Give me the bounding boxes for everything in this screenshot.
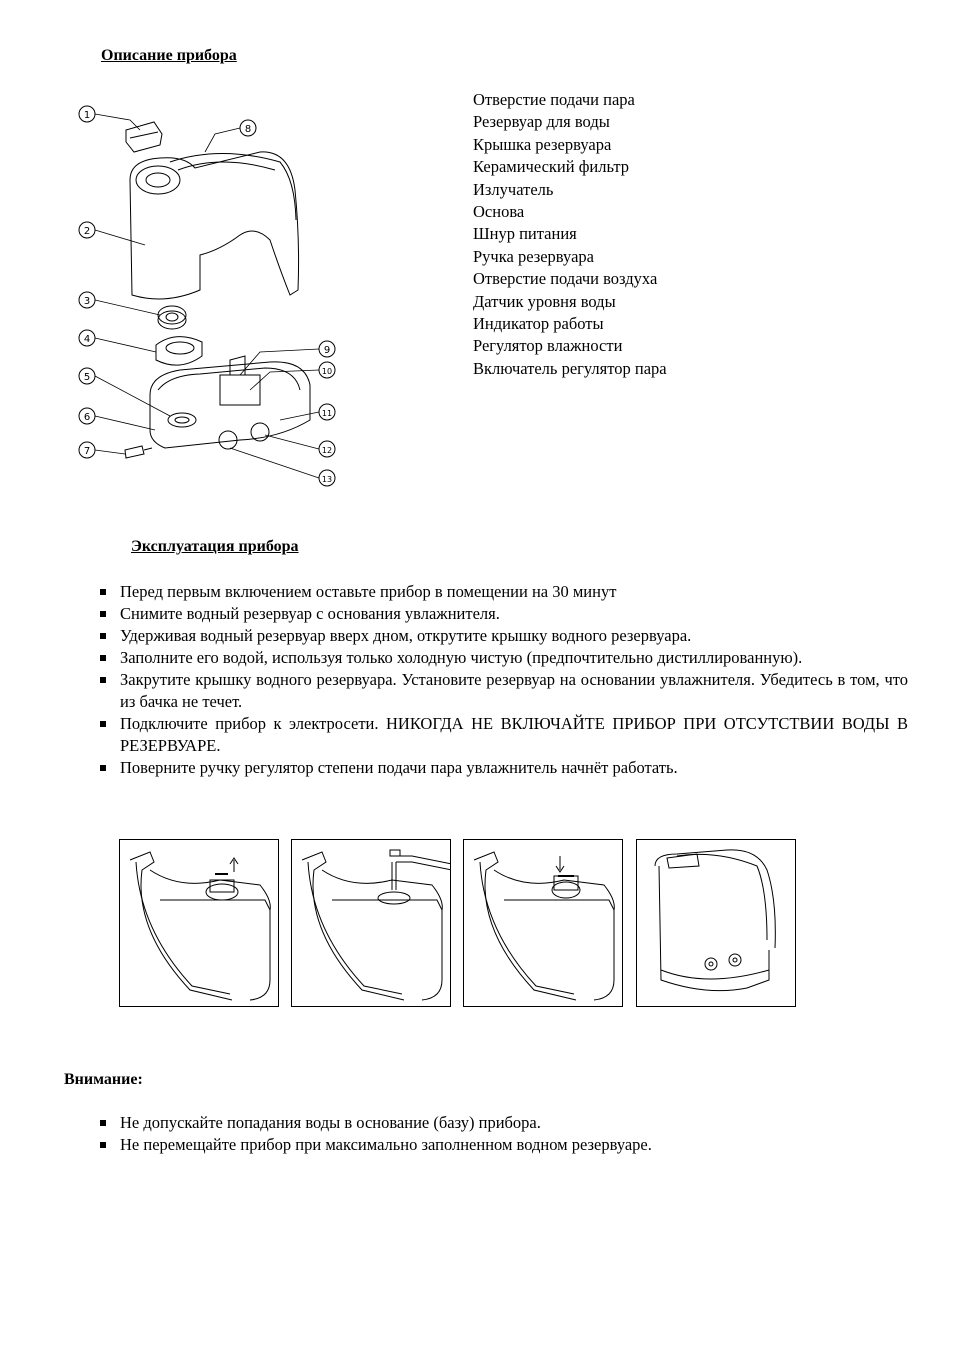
warning-title: Внимание: [64, 1071, 143, 1088]
callout-3 [79, 292, 95, 308]
svg-text:13: 13 [321, 475, 333, 484]
callout-13 [319, 470, 335, 486]
list-item: Не перемещайте прибор при максимально заполненном водном резервуаре. [98, 1134, 908, 1156]
part-item: Крышка резервуара [473, 134, 612, 154]
section-title-operation: Эксплуатация прибора [131, 538, 299, 555]
bullet-square-icon [100, 611, 106, 617]
part-item: Отверстие подачи пара [473, 90, 635, 109]
part-item: Включатель регулятор пара [473, 358, 667, 378]
callout-2 [79, 222, 95, 238]
callout-10 [319, 362, 335, 378]
warning-list [98, 1112, 908, 1156]
operation-steps-list [98, 581, 908, 779]
part-item: Шнур питания [473, 224, 577, 244]
part-item: Керамический фильтр [473, 157, 630, 177]
bullet-square-icon [100, 1120, 106, 1126]
part-item: Основа [473, 202, 525, 222]
callout-9 [319, 341, 335, 357]
list-item: Подключите прибор к электросети. НИКОГДА НЕ ВКЛЮЧАЙТЕ ПРИБОР ПРИ ОТСУТСТВИИ ВОДЫ В РЕЗЕРВУАРЕ. [98, 713, 908, 757]
part-item: Излучатель [473, 179, 554, 199]
part-item: Датчик уровня воды [473, 291, 616, 311]
svg-text:3: 3 [83, 296, 91, 307]
svg-text:2: 2 [83, 226, 91, 237]
bullet-square-icon [100, 1142, 106, 1148]
bullet-square-icon [100, 677, 106, 683]
bullet-square-icon [100, 655, 106, 661]
illustration-remove-cap [119, 839, 279, 1007]
svg-text:8: 8 [244, 124, 252, 135]
bullet-square-icon [100, 589, 106, 595]
svg-text:7: 7 [83, 446, 91, 457]
exploded-parts-diagram [70, 90, 360, 500]
part-item: Ручка резервуара [473, 246, 594, 266]
list-item: Удерживая водный резервуар вверх дном, открутите крышку водного резервуара. [98, 625, 908, 647]
illustration-assembled-unit [636, 839, 796, 1007]
illustration-close-cap [463, 839, 623, 1007]
callout-8 [240, 120, 256, 136]
part-item: Отверстие подачи воздуха [473, 269, 658, 289]
bullet-square-icon [100, 765, 106, 771]
callout-7 [79, 442, 95, 458]
svg-text:9: 9 [323, 345, 331, 356]
list-item: Перед первым включением оставьте прибор в помещении на 30 минут [98, 581, 908, 603]
bullet-square-icon [100, 721, 106, 727]
svg-text:10: 10 [321, 367, 333, 376]
svg-text:1: 1 [83, 110, 91, 121]
section-title-description: Описание прибора [101, 47, 237, 64]
svg-text:5: 5 [83, 372, 91, 383]
bullet-square-icon [100, 633, 106, 639]
list-item: Заполните его водой, используя только холодную чистую (предпочтительно дистиллированную). [98, 647, 908, 669]
part-item: Регулятор влажности [473, 336, 623, 356]
illustration-fill-water [291, 839, 451, 1007]
list-item: Снимите водный резервуар с основания увлажнителя. [98, 603, 908, 625]
svg-text:12: 12 [321, 446, 333, 455]
callout-11 [319, 404, 335, 420]
callout-4 [79, 330, 95, 346]
step-illustrations [119, 839, 799, 1009]
list-item: Не допускайте попадания воды в основание (базу) прибора. [98, 1112, 908, 1134]
callout-1 [79, 106, 95, 122]
list-item: Закрутите крышку водного резервуара. Установите резервуар на основании увлажнителя. Убедитесь в том, что из бачка не течет. [98, 669, 908, 713]
list-item: Поверните ручку регулятор степени подачи пара увлажнитель начнёт работать. [98, 757, 908, 779]
callout-12 [319, 441, 335, 457]
svg-text:4: 4 [83, 334, 91, 345]
svg-text:6: 6 [83, 412, 91, 423]
callout-5 [79, 368, 95, 384]
svg-text:11: 11 [321, 409, 333, 418]
part-item: Индикатор работы [473, 314, 604, 334]
part-item: Резервуар для воды [473, 112, 610, 132]
parts-list [473, 89, 667, 380]
callout-6 [79, 408, 95, 424]
